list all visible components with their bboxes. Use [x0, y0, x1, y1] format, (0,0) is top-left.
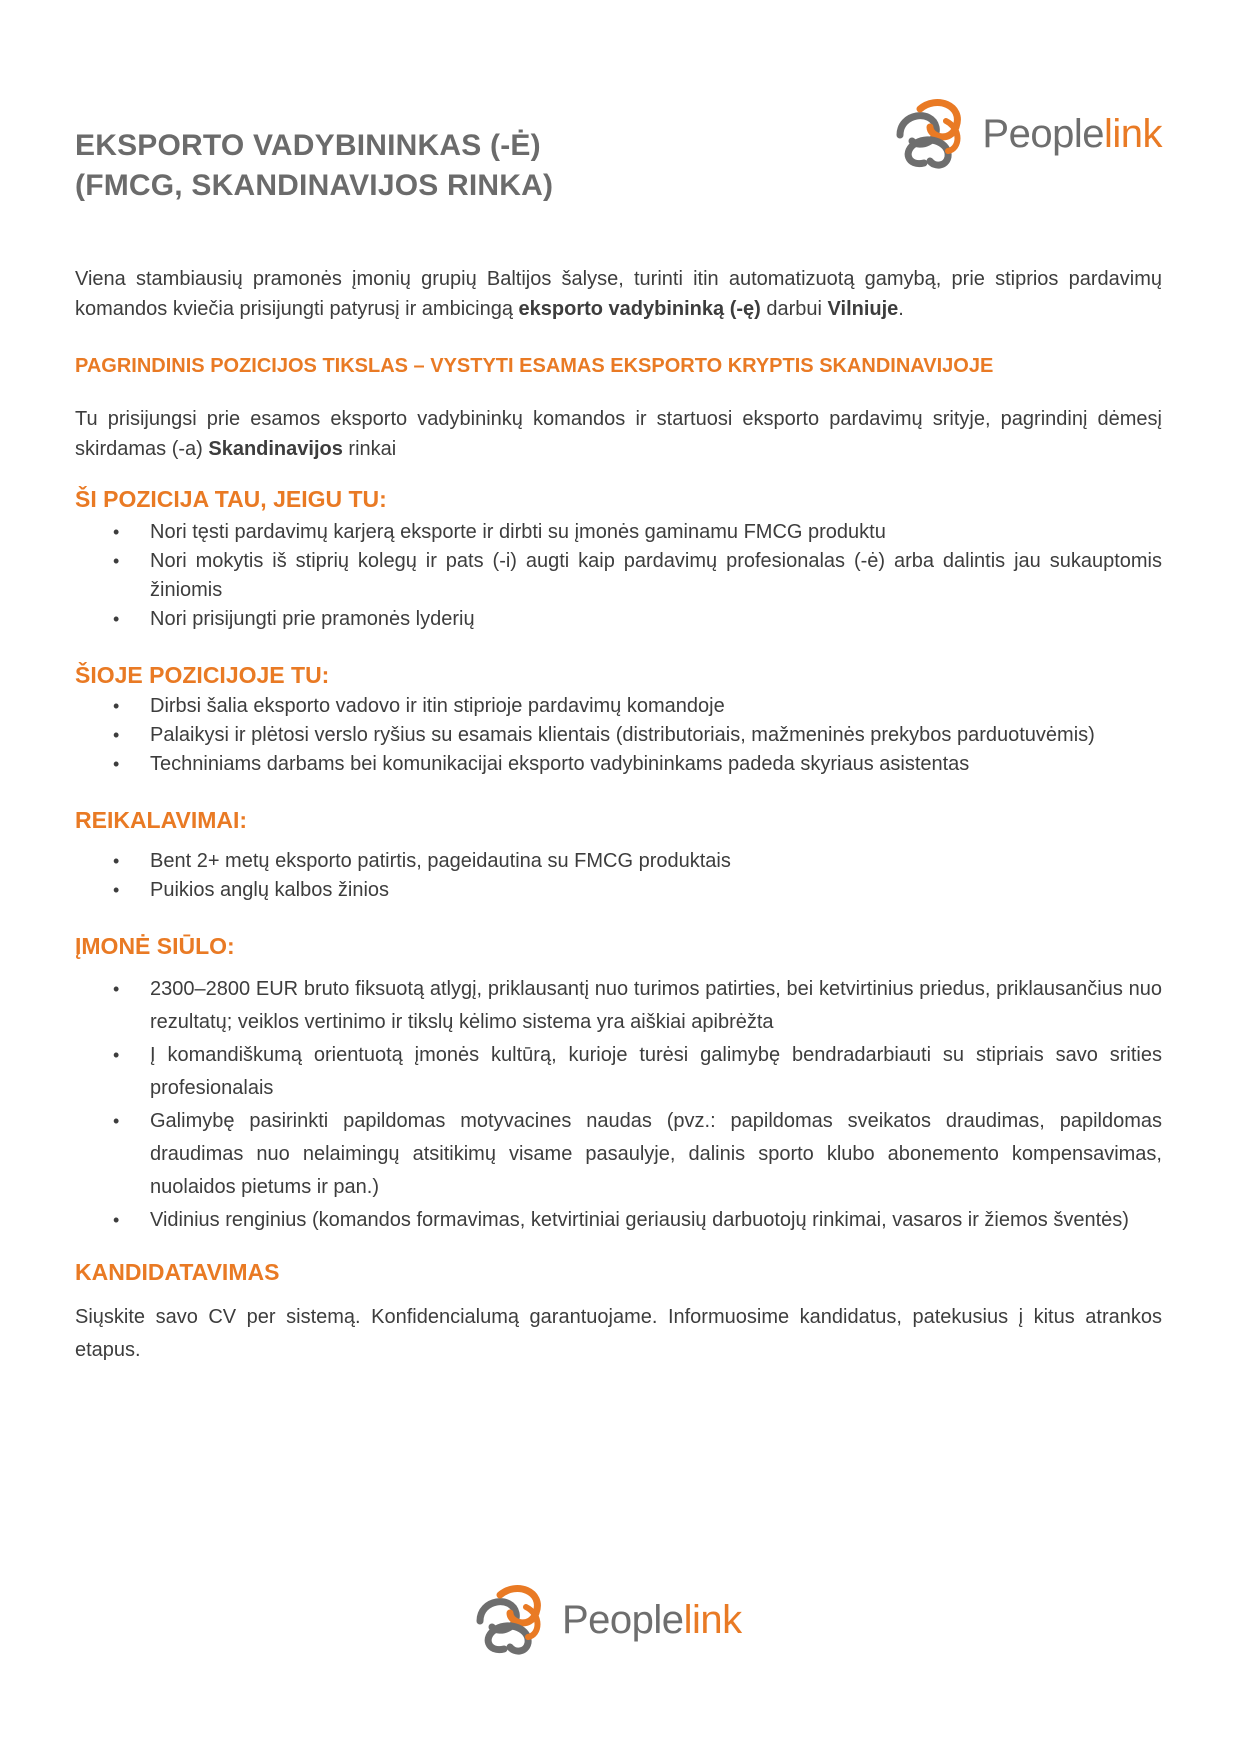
title-line-2: (FMCG, SKANDINAVIJOS RINKA) — [75, 169, 554, 202]
list-item: • Puikios anglų kalbos žinios — [75, 876, 1162, 905]
offer-list — [75, 973, 1162, 1237]
for-you-list — [75, 518, 1162, 634]
list-item: • Nori prisijungti prie pramonės lyderių — [75, 605, 1162, 634]
list-item: • 2300–2800 EUR bruto fiksuotą atlygį, priklausantį nuo turimos patirties, bei ketvirtinius priedus, priklausančius nuo rezultatų; veiklos vertinimo ir tikslų kėlimo sistema yra aiškiai apibrėžta — [75, 973, 1162, 1039]
list-item: • Galimybę pasirinkti papildomas motyvacines naudas (pvz.: papildomas sveikatos draudimas, papildomas draudimas nuo nelaimingų atsitikimų visame pasaulyje, dalinis sporto klubo abonemento kompensavimas, nuolaidos pietums ir pan.) — [75, 1105, 1162, 1204]
apply-heading: KANDIDATAVIMAS — [75, 1259, 280, 1285]
list-item: • Į komandiškumą orientuotą įmonės kultūrą, kurioje turėsi galimybę bendradarbiauti su stipriais savo srities profesionalais — [75, 1039, 1162, 1105]
goal-text-a: Tu prisijungsi prie esamos eksporto vadybininkų komandos ir startuosi eksporto pardavimų srityje, pagrindinį dėmesį skirdamas (-a) — [75, 408, 1162, 460]
logo-word-link: link — [1103, 111, 1162, 156]
peoplelink-logo-mark-icon — [470, 1583, 550, 1657]
peoplelink-logo — [890, 97, 1162, 171]
document-page — [75, 0, 1162, 1755]
requirements-list — [75, 847, 1162, 905]
logo-word-link: link — [683, 1597, 742, 1642]
intro-text-c: . — [898, 298, 904, 320]
requirements-heading: REIKALAVIMAI: — [75, 807, 248, 833]
logo-wordmark — [562, 1598, 742, 1643]
list-item: • Vidinius renginius (komandos formavimas, ketvirtiniai geriausių darbuotojų rinkimai, vasaros ir žiemos šventės) — [75, 1204, 1162, 1237]
in-position-heading: ŠIOJE POZICIJOJE TU: — [75, 662, 330, 688]
intro-bold-position: eksporto vadybininką (-ę) — [518, 298, 761, 320]
goal-bold-region: Skandinavijos — [208, 438, 343, 460]
logo-wordmark — [982, 112, 1162, 157]
goal-heading: PAGRINDINIS POZICIJOS TIKSLAS – VYSTYTI ESAMAS EKSPORTO KRYPTIS SKANDINAVIJOJE — [75, 355, 994, 377]
peoplelink-logo-mark-icon — [890, 97, 970, 171]
intro-bold-city: Vilniuje — [827, 298, 899, 320]
intro-paragraph — [75, 264, 1162, 324]
header — [75, 92, 1162, 222]
list-item: • Dirbsi šalia eksporto vadovo ir itin stiprioje pardavimų komandoje — [75, 692, 1162, 721]
goal-paragraph — [75, 404, 1162, 464]
apply-paragraph: Siųskite savo CV per sistemą. Konfidencialumą garantuojame. Informuosime kandidatus, patekusius į kitus atrankos etapus. — [75, 1306, 1162, 1361]
goal-text-b: rinkai — [342, 438, 397, 460]
page-title — [75, 126, 553, 206]
footer-logo — [470, 1583, 742, 1657]
for-you-heading: ŠI POZICIJA TAU, JEIGU TU: — [75, 486, 387, 512]
title-line-1: EKSPORTO VADYBININKAS (-Ė) — [75, 129, 541, 162]
list-item: • Palaikysi ir plėtosi verslo ryšius su esamais klientais (distributoriais, mažmeninės prekybos parduotuvėmis) — [75, 721, 1162, 750]
intro-text-b: darbui — [760, 298, 828, 320]
main-content — [75, 264, 1162, 1367]
logo-word-people: People — [562, 1597, 684, 1642]
in-position-list — [75, 692, 1162, 779]
list-item: • Nori tęsti pardavimų karjerą eksporte ir dirbti su įmonės gaminamu FMCG produktu — [75, 518, 1162, 547]
list-item: • Techniniams darbams bei komunikacijai eksporto vadybininkams padeda skyriaus asistentas — [75, 750, 1162, 779]
logo-word-people: People — [982, 111, 1104, 156]
intro-text-a: Viena stambiausių pramonės įmonių grupių Baltijos šalyse, turinti itin automatizuotą gamybą, prie stiprios pardavimų komandos kviečia prisijungti patyrusį ir ambicingą — [75, 268, 1162, 320]
list-item: • Nori mokytis iš stiprių kolegų ir pats (-i) augti kaip pardavimų profesionalas (-ė) arba dalintis jau sukauptomis žiniomis — [75, 547, 1162, 605]
list-item: • Bent 2+ metų eksporto patirtis, pageidautina su FMCG produktais — [75, 847, 1162, 876]
offer-heading: ĮMONĖ SIŪLO: — [75, 933, 235, 959]
